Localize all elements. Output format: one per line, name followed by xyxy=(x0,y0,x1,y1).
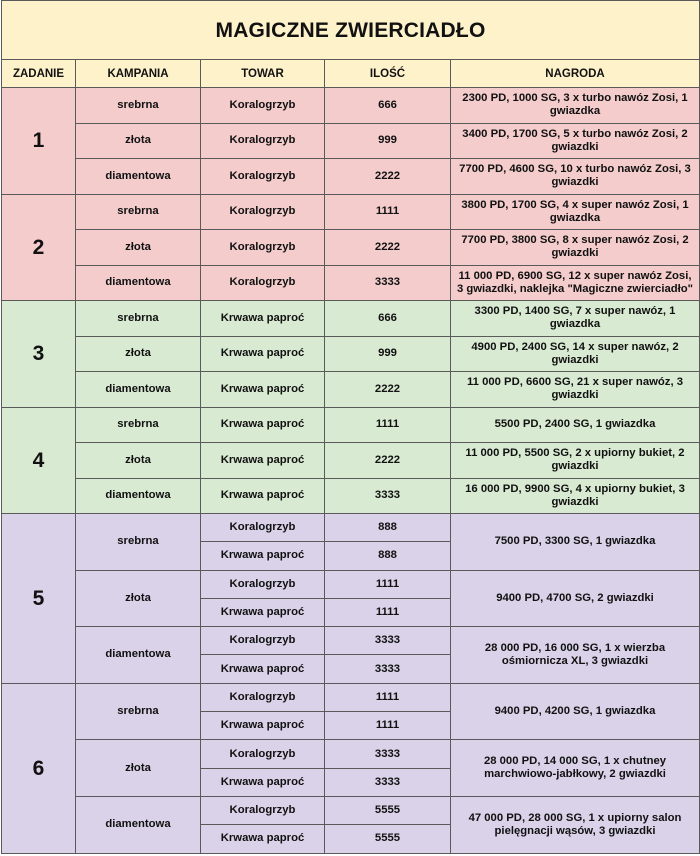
campaign-cell: srebrna xyxy=(76,194,201,230)
quantity-cell: 5555 xyxy=(325,825,451,853)
quantity-cell: 999 xyxy=(325,123,451,159)
quantity-cell: 999 xyxy=(325,336,451,372)
campaign-cell: diamentowa xyxy=(76,478,201,514)
quantity-cell: 2222 xyxy=(325,372,451,408)
reward-cell: 3800 PD, 1700 SG, 4 x super nawóz Zosi, 1 gwiazdka xyxy=(451,194,700,230)
campaign-cell: złota xyxy=(76,123,201,159)
quantity-cell: 3333 xyxy=(325,627,451,655)
reward-cell: 3300 PD, 1400 SG, 7 x super nawóz, 1 gwiazdka xyxy=(451,301,700,337)
table-row xyxy=(2,407,700,443)
item-cell: Koralogrzyb xyxy=(201,796,325,824)
campaign-cell: diamentowa xyxy=(76,372,201,408)
reward-cell: 28 000 PD, 16 000 SG, 1 x wierzba ośmiornicza XL, 3 gwiazdki xyxy=(451,627,700,684)
campaign-cell: diamentowa xyxy=(76,796,201,853)
quantity-cell: 2222 xyxy=(325,443,451,479)
column-header-campaign: KAMPANIA xyxy=(76,60,201,88)
item-cell: Koralogrzyb xyxy=(201,159,325,195)
item-cell: Koralogrzyb xyxy=(201,627,325,655)
reward-cell: 11 000 PD, 6900 SG, 12 x super nawóz Zosi, 3 gwiazdki, naklejka "Magiczne zwierciadło" xyxy=(451,265,700,301)
item-cell: Koralogrzyb xyxy=(201,683,325,711)
reward-cell: 7700 PD, 4600 SG, 10 x turbo nawóz Zosi, 3 gwiazdki xyxy=(451,159,700,195)
quantity-cell: 5555 xyxy=(325,796,451,824)
table-row xyxy=(2,478,700,514)
quantity-cell: 1111 xyxy=(325,598,451,626)
campaign-cell: diamentowa xyxy=(76,627,201,684)
table-row xyxy=(2,570,700,598)
reward-cell: 4900 PD, 2400 SG, 14 x super nawóz, 2 gwiazdki xyxy=(451,336,700,372)
quantity-cell: 1111 xyxy=(325,194,451,230)
task-number: 2 xyxy=(2,194,76,301)
item-cell: Koralogrzyb xyxy=(201,514,325,542)
table-row xyxy=(2,159,700,195)
table-row xyxy=(2,194,700,230)
reward-cell: 5500 PD, 2400 SG, 1 gwiazdka xyxy=(451,407,700,443)
item-cell: Krwawa paproć xyxy=(201,478,325,514)
item-cell: Krwawa paproć xyxy=(201,443,325,479)
task-number: 4 xyxy=(2,407,76,514)
quantity-cell: 1111 xyxy=(325,407,451,443)
campaign-cell: złota xyxy=(76,230,201,266)
item-cell: Krwawa paproć xyxy=(201,542,325,570)
reward-cell: 11 000 PD, 5500 SG, 2 x upiorny bukiet, 2 gwiazdki xyxy=(451,443,700,479)
reward-cell: 16 000 PD, 9900 SG, 4 x upiorny bukiet, 3 gwiazdki xyxy=(451,478,700,514)
table-row xyxy=(2,336,700,372)
column-header-task: ZADANIE xyxy=(2,60,76,88)
item-cell: Krwawa paproć xyxy=(201,655,325,683)
table-row xyxy=(2,627,700,655)
campaign-cell: srebrna xyxy=(76,683,201,740)
quantity-cell: 3333 xyxy=(325,655,451,683)
quantity-cell: 3333 xyxy=(325,478,451,514)
reward-cell: 28 000 PD, 14 000 SG, 1 x chutney marchwiowo-jabłkowy, 2 gwiazdki xyxy=(451,740,700,797)
table-row xyxy=(2,443,700,479)
item-cell: Koralogrzyb xyxy=(201,123,325,159)
table-row xyxy=(2,230,700,266)
task-number: 1 xyxy=(2,88,76,195)
item-cell: Koralogrzyb xyxy=(201,88,325,124)
item-cell: Koralogrzyb xyxy=(201,265,325,301)
table-row xyxy=(2,265,700,301)
reward-cell: 7500 PD, 3300 SG, 1 gwiazdka xyxy=(451,514,700,571)
task-number: 5 xyxy=(2,514,76,684)
campaign-cell: złota xyxy=(76,336,201,372)
reward-cell: 3400 PD, 1700 SG, 5 x turbo nawóz Zosi, 2 gwiazdki xyxy=(451,123,700,159)
item-cell: Krwawa paproć xyxy=(201,336,325,372)
item-cell: Krwawa paproć xyxy=(201,372,325,408)
campaign-cell: diamentowa xyxy=(76,265,201,301)
item-cell: Koralogrzyb xyxy=(201,570,325,598)
quantity-cell: 1111 xyxy=(325,712,451,740)
campaign-cell: złota xyxy=(76,570,201,627)
table-row xyxy=(2,372,700,408)
task-number: 6 xyxy=(2,683,76,853)
quantity-cell: 888 xyxy=(325,514,451,542)
column-header-reward: NAGRODA xyxy=(451,60,700,88)
campaign-cell: srebrna xyxy=(76,514,201,571)
table-row xyxy=(2,301,700,337)
reward-cell: 11 000 PD, 6600 SG, 21 x super nawóz, 3 gwiazdki xyxy=(451,372,700,408)
task-number: 3 xyxy=(2,301,76,408)
column-header-quantity: ILOŚĆ xyxy=(325,60,451,88)
table-row xyxy=(2,123,700,159)
table-row xyxy=(2,88,700,124)
page-title: MAGICZNE ZWIERCIADŁO xyxy=(2,1,700,60)
campaign-cell: złota xyxy=(76,740,201,797)
item-cell: Krwawa paproć xyxy=(201,825,325,853)
quantity-cell: 1111 xyxy=(325,683,451,711)
campaign-cell: diamentowa xyxy=(76,159,201,195)
quantity-cell: 2222 xyxy=(325,159,451,195)
title-row xyxy=(2,1,700,60)
reward-cell: 2300 PD, 1000 SG, 3 x turbo nawóz Zosi, 1 gwiazdka xyxy=(451,88,700,124)
item-cell: Krwawa paproć xyxy=(201,712,325,740)
item-cell: Koralogrzyb xyxy=(201,740,325,768)
quantity-cell: 2222 xyxy=(325,230,451,266)
column-header-item: TOWAR xyxy=(201,60,325,88)
quantity-cell: 1111 xyxy=(325,570,451,598)
reward-cell: 7700 PD, 3800 SG, 8 x super nawóz Zosi, 2 gwiazdki xyxy=(451,230,700,266)
quantity-cell: 3333 xyxy=(325,768,451,796)
campaign-cell: srebrna xyxy=(76,407,201,443)
header-row xyxy=(2,60,700,88)
reward-cell: 47 000 PD, 28 000 SG, 1 x upiorny salon pielęgnacji wąsów, 3 gwiazdki xyxy=(451,796,700,853)
item-cell: Krwawa paproć xyxy=(201,301,325,337)
campaign-cell: srebrna xyxy=(76,88,201,124)
reward-cell: 9400 PD, 4200 SG, 1 gwiazdka xyxy=(451,683,700,740)
campaign-cell: srebrna xyxy=(76,301,201,337)
quantity-cell: 666 xyxy=(325,301,451,337)
item-cell: Koralogrzyb xyxy=(201,194,325,230)
quantity-cell: 3333 xyxy=(325,265,451,301)
table-row xyxy=(2,796,700,824)
table-row xyxy=(2,740,700,768)
item-cell: Krwawa paproć xyxy=(201,407,325,443)
table-row xyxy=(2,683,700,711)
quantity-cell: 3333 xyxy=(325,740,451,768)
reward-cell: 9400 PD, 4700 SG, 2 gwiazdki xyxy=(451,570,700,627)
item-cell: Krwawa paproć xyxy=(201,768,325,796)
tasks-table xyxy=(1,0,700,854)
item-cell: Krwawa paproć xyxy=(201,598,325,626)
item-cell: Koralogrzyb xyxy=(201,230,325,266)
table-row xyxy=(2,514,700,542)
campaign-cell: złota xyxy=(76,443,201,479)
quantity-cell: 666 xyxy=(325,88,451,124)
quantity-cell: 888 xyxy=(325,542,451,570)
